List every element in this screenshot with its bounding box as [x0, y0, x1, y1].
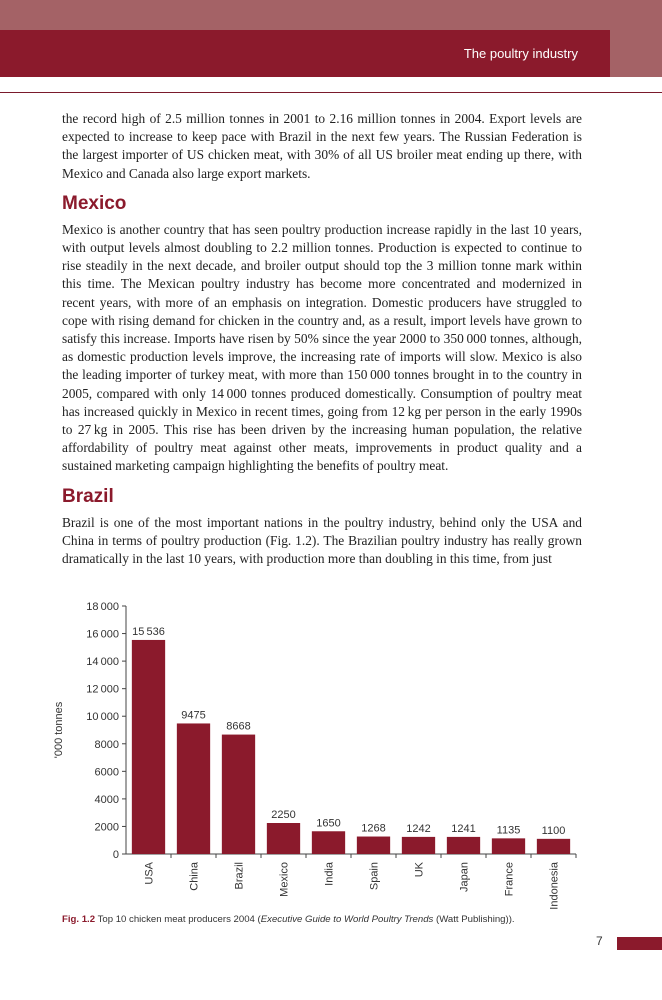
header-rule	[0, 92, 662, 93]
y-tick-label: 12 000	[86, 683, 119, 696]
caption-text-after: (Watt Publishing)).	[433, 914, 515, 925]
caption-source-title: Executive Guide to World Poultry Trends	[260, 914, 434, 925]
section-heading-brazil: Brazil	[62, 485, 114, 507]
running-header-title: The poultry industry	[463, 46, 578, 61]
bar-spain	[357, 837, 390, 854]
bar-chart-top-10-producers	[40, 590, 600, 910]
y-tick-label: 4000	[94, 793, 119, 806]
data-label-indonesia: 1100	[541, 824, 566, 837]
x-category-label: France	[503, 862, 516, 897]
figure-caption	[62, 914, 622, 925]
section-heading-mexico: Mexico	[62, 192, 127, 214]
caption-text-before: Top 10 chicken meat producers 2004 (	[97, 914, 261, 925]
y-tick-label: 10 000	[86, 711, 119, 724]
x-category-label: Spain	[368, 862, 381, 891]
data-label-japan: 1241	[451, 822, 476, 835]
data-label-usa: 15 536	[132, 625, 165, 638]
bar-mexico	[267, 823, 300, 854]
data-label-mexico: 2250	[271, 809, 296, 821]
x-category-label: China	[188, 862, 201, 891]
brazil-paragraph: Brazil is one of the most important nations in the poultry industry, behind only the USA and China in terms of poultry production (Fig. 1.2). The Brazilian poultry industry has really grown dramatically in the last 10 years, with production more than doubling in this time, from just	[62, 514, 582, 567]
x-category-label: Brazil	[233, 862, 246, 890]
x-category-label: India	[323, 862, 336, 886]
y-tick-label: 2000	[94, 821, 119, 834]
bar-france	[492, 838, 525, 854]
bar-uk	[402, 837, 435, 854]
bar-china	[177, 723, 210, 854]
x-category-label: Indonesia	[548, 862, 561, 910]
data-label-brazil: 8668	[226, 720, 251, 733]
bar-japan	[447, 837, 480, 854]
body-text	[62, 110, 582, 568]
data-label-india: 1650	[316, 817, 341, 830]
mexico-paragraph: Mexico is another country that has seen poultry production increase rapidly in the last 10 years, with output levels almost doubling to 2.2 million tonnes. Production is expected to continue to rise steadily in the next decade, and broiler output should top the 3 million tonne mark within this time. The Mexican poultry industry has become more concentrated and modernized in recent years, with more of an emphasis on integration. Domestic producers have struggled to cope with rising demand for chicken in the country and, as a result, import levels have grown to satisfy this increase. Imports have risen by 50% since the year 2000 to 350 000 tonnes, although, as domestic production levels improve, the increasing rate of imports will slow. Mexico is also the leading importer of turkey meat, with more than 150 000 tonnes brought in to the country in 2005, compared with only 14 000 tonnes produced domestically. Consumption of poultry meat has increased quickly in Mexico in recent times, going from 12 kg per person in the early 1990s to 27 kg in 2005. This rise has been driven by the increasing human population, the relative affordability of poultry meat against other meats, improvements in product quality and a sustained marketing campaign highlighting the benefits of poultry meat.	[62, 221, 582, 474]
data-label-spain: 1268	[361, 822, 386, 835]
x-category-label: Mexico	[278, 862, 291, 897]
data-label-france: 1135	[496, 824, 521, 837]
header-side-block	[610, 30, 662, 77]
running-header	[0, 30, 610, 77]
page-number: 7	[596, 934, 603, 948]
bar-brazil	[222, 735, 255, 854]
figure-number: Fig. 1.2	[62, 914, 96, 925]
bar-india	[312, 831, 345, 854]
data-label-uk: 1242	[406, 822, 431, 835]
data-label-china: 9475	[181, 709, 206, 722]
y-tick-label: 18 000	[86, 601, 119, 613]
bar-indonesia	[537, 839, 570, 854]
bar-usa	[132, 640, 165, 854]
y-tick-label: 8000	[94, 738, 119, 751]
y-tick-label: 16 000	[86, 628, 119, 641]
x-category-label: USA	[143, 862, 156, 885]
y-axis-title: '000 tonnes	[53, 701, 65, 759]
intro-paragraph: the record high of 2.5 million tonnes in 2001 to 2.16 million tonnes in 2004. Export levels are expected to increase to keep pace with Brazil in the next few years. The Russian Federation is the largest importer of US chicken meat, with 30% of all US broiler meat ending up there, with Mexico and Canada also large export markets.	[62, 111, 582, 181]
y-tick-label: 6000	[94, 766, 119, 779]
x-category-label: UK	[413, 862, 426, 878]
x-category-label: Japan	[458, 862, 471, 892]
y-tick-label: 0	[112, 849, 119, 861]
y-tick-label: 14 000	[86, 656, 119, 669]
top-decorative-band	[0, 0, 662, 30]
page-tab	[617, 937, 662, 950]
